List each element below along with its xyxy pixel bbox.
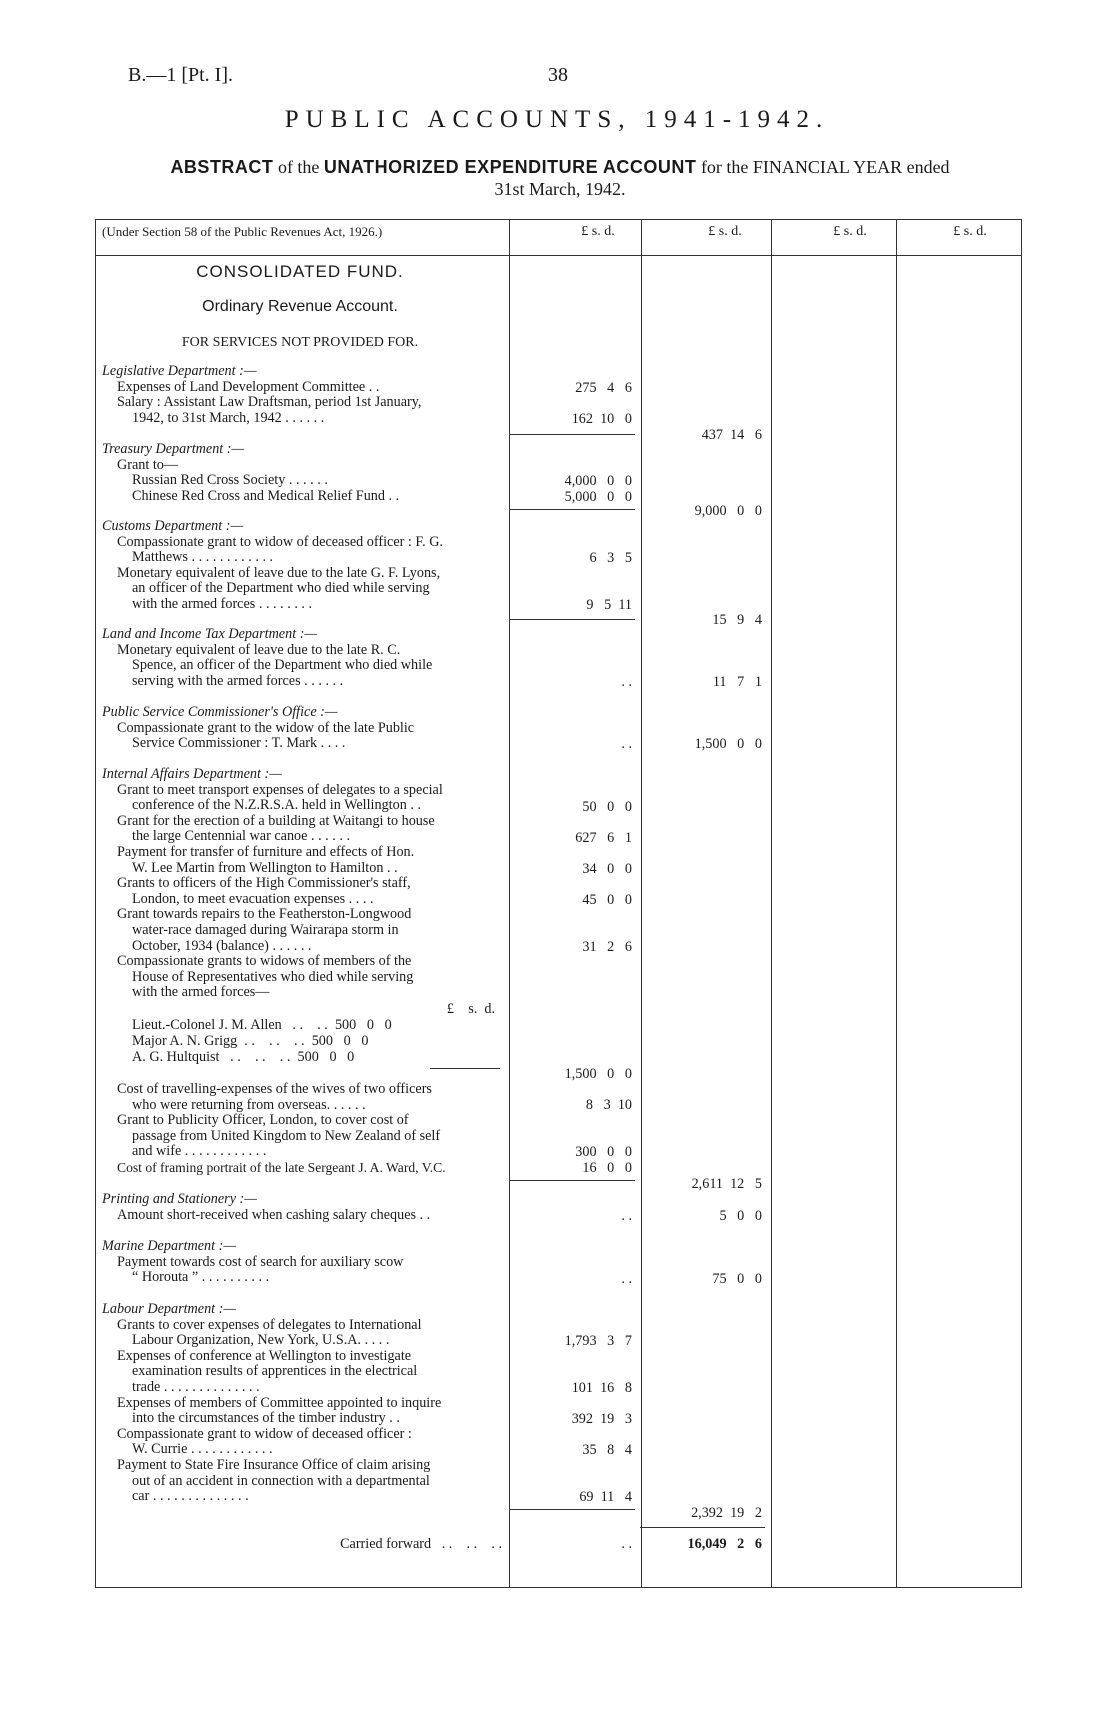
- total: 5 0 0: [719, 1208, 762, 1224]
- total: 15 9 4: [712, 612, 762, 628]
- psc-section: [102, 705, 502, 752]
- legislative-section: [102, 364, 502, 426]
- item-text: and wife . . . . . . . . . . . .: [132, 1143, 267, 1160]
- carried-forward-amount: . .: [621, 1536, 632, 1552]
- dept-name: Marine Department :—: [102, 1238, 236, 1254]
- item-text: an officer of the Department who died while serving: [132, 580, 430, 597]
- subtotal-rule: [510, 1180, 635, 1181]
- item-text: Salary : Assistant Law Draftsman, period 1st January,: [117, 394, 422, 411]
- total: 1,500 0 0: [694, 736, 762, 752]
- item-text: Grant to—: [117, 456, 179, 473]
- item-text: Compassionate grant to the widow of the late Public: [117, 719, 415, 736]
- amount: 8 3 10: [585, 1097, 632, 1113]
- item-text: Compassionate grants to widows of members of the: [117, 953, 412, 970]
- amount: 627 6 1: [575, 830, 632, 846]
- internal-affairs-section-cont: [102, 1082, 502, 1176]
- item-text: Payment for transfer of furniture and effects of Hon.: [117, 843, 415, 860]
- amount: . .: [621, 1208, 632, 1224]
- amount: 69 11 4: [579, 1489, 632, 1505]
- page-title: PUBLIC ACCOUNTS, 1941-1942.: [284, 106, 830, 133]
- item-text: Monetary equivalent of leave due to the late R. C.: [117, 641, 401, 658]
- subtotal-rule: [510, 1509, 635, 1510]
- item-text: October, 1934 (balance) . . . . . .: [132, 937, 312, 954]
- fund-heading: CONSOLIDATED FUND.: [196, 262, 404, 281]
- total-rule: [640, 1527, 765, 1528]
- customs-section: [102, 519, 502, 613]
- page-reference: B.—1 [Pt. I].: [128, 64, 233, 86]
- item-text: Compassionate grant to widow of deceased officer :: [117, 1425, 412, 1442]
- dept-name: Legislative Department :—: [102, 363, 257, 379]
- amount: 5,000 0 0: [564, 489, 632, 505]
- printing-section: [102, 1192, 502, 1223]
- account-heading: Ordinary Revenue Account.: [202, 298, 398, 315]
- widow-row: Lieut.-Colonel J. M. Allen . . . . 500 0 0: [132, 1017, 392, 1033]
- header-rule: [96, 255, 1021, 256]
- item-text: car . . . . . . . . . . . . . .: [132, 1488, 249, 1505]
- item-text: who were returning from overseas. . . . . .: [132, 1096, 366, 1113]
- item-text: with the armed forces . . . . . . . .: [132, 595, 313, 612]
- col-head-1: £ s. d.: [581, 224, 615, 239]
- section-note: (Under Section 58 of the Public Revenues Act, 1926.): [102, 224, 383, 239]
- item-text: Cost of framing portrait of the late Sergeant J. A. Ward, V.C.: [117, 1159, 446, 1175]
- amount: 162 10 0: [571, 411, 632, 427]
- item-text: Payment towards cost of search for auxiliary scow: [117, 1253, 404, 1270]
- amount: 1,793 3 7: [564, 1333, 632, 1349]
- col-head-3: £ s. d.: [833, 224, 867, 239]
- item-text: into the circumstances of the timber industry . .: [132, 1410, 400, 1427]
- amount: 6 3 5: [589, 550, 632, 566]
- amount: 45 0 0: [582, 892, 632, 908]
- dept-name: Land and Income Tax Department :—: [102, 626, 318, 642]
- amount: 35 8 4: [582, 1442, 632, 1458]
- item-text: Matthews . . . . . . . . . . . .: [132, 549, 274, 566]
- item-text: trade . . . . . . . . . . . . . .: [132, 1378, 260, 1395]
- item-text: Grant to meet transport expenses of delegates to a special: [117, 781, 443, 798]
- item-text: “ Horouta ” . . . . . . . . . .: [132, 1269, 270, 1286]
- sub-rule: [430, 1068, 500, 1069]
- item-text: W. Currie . . . . . . . . . . . .: [132, 1441, 273, 1458]
- item-text: Grant to Publicity Officer, London, to cover cost of: [117, 1112, 409, 1129]
- col-head-4: £ s. d.: [953, 224, 987, 239]
- column-divider: [641, 220, 642, 1587]
- dept-name: Internal Affairs Department :—: [102, 766, 282, 782]
- total: 437 14 6: [701, 427, 762, 443]
- col-head-2: £ s. d.: [708, 224, 742, 239]
- item-text: Compassionate grant to widow of deceased officer : F. G.: [117, 533, 444, 550]
- dept-name: Customs Department :—: [102, 518, 244, 534]
- page-number: 38: [548, 64, 568, 86]
- item-text: Amount short-received when cashing salary cheques . .: [117, 1206, 431, 1223]
- item-text: water-race damaged during Wairarapa storm in: [132, 921, 399, 938]
- amount: 101 16 8: [571, 1380, 632, 1396]
- amount: 1,500 0 0: [564, 1066, 632, 1082]
- item-text: Spence, an officer of the Department who died while: [132, 657, 433, 674]
- item-text: House of Representatives who died while serving: [132, 968, 414, 985]
- item-text: passage from United Kingdom to New Zealand of self: [132, 1127, 441, 1144]
- abstract-of: of the: [277, 157, 320, 177]
- amount: . .: [621, 736, 632, 752]
- amount: 50 0 0: [582, 799, 632, 815]
- carried-forward-total: 16,049 2 6: [687, 1536, 762, 1552]
- item-text: Chinese Red Cross and Medical Relief Fund . .: [132, 487, 400, 504]
- amount: 275 4 6: [575, 380, 632, 396]
- widow-row: Major A. N. Grigg . . . . . . 500 0 0: [132, 1033, 369, 1049]
- amount: 34 0 0: [582, 861, 632, 877]
- amount: 300 0 0: [575, 1144, 632, 1160]
- labour-section: [102, 1302, 502, 1505]
- item-text: Service Commissioner : T. Mark . . . .: [132, 735, 346, 752]
- carried-forward-label: Carried forward . . . . . .: [340, 1536, 502, 1552]
- amount: 392 19 3: [571, 1411, 632, 1427]
- item-text: Expenses of conference at Wellington to investigate: [117, 1347, 412, 1364]
- marine-section: [102, 1239, 502, 1286]
- item-text: Payment to State Fire Insurance Office of claim arising: [117, 1456, 431, 1473]
- column-divider: [771, 220, 772, 1587]
- abstract-heading: [80, 156, 1040, 200]
- item-text: Labour Organization, New York, U.S.A. . . . .: [132, 1332, 390, 1349]
- amount: . .: [621, 674, 632, 690]
- column-divider: [509, 220, 510, 1587]
- treasury-section: [102, 442, 502, 504]
- total: 75 0 0: [712, 1271, 762, 1287]
- item-text: Expenses of members of Committee appointed to inquire: [117, 1394, 442, 1411]
- dept-name: Labour Department :—: [102, 1301, 236, 1317]
- subtotal-rule: [510, 509, 635, 510]
- total: 2,392 19 2: [691, 1505, 762, 1521]
- subtotal-rule: [510, 619, 635, 620]
- abstract-date: 31st March, 1942.: [494, 179, 626, 199]
- amount: 31 2 6: [582, 939, 632, 955]
- land-tax-section: [102, 627, 502, 689]
- item-text: conference of the N.Z.R.S.A. held in Wellington . .: [132, 797, 421, 814]
- item-text: Grant for the erection of a building at Waitangi to house: [117, 812, 435, 829]
- total: 9,000 0 0: [694, 503, 762, 519]
- amount: 9 5 11: [586, 597, 632, 613]
- amount: . .: [621, 1271, 632, 1287]
- item-text: with the armed forces—: [132, 984, 270, 1001]
- amount: 4,000 0 0: [564, 473, 632, 489]
- item-text: Cost of travelling-expenses of the wives of two officers: [117, 1081, 432, 1097]
- item-text: Grant towards repairs to the Featherston-Longwood: [117, 906, 412, 923]
- item-text: examination results of apprentices in the electrical: [132, 1363, 418, 1380]
- internal-affairs-section: [102, 767, 502, 1001]
- column-divider: [896, 220, 897, 1587]
- item-text: serving with the armed forces . . . . . .: [132, 672, 344, 689]
- total: 11 7 1: [712, 674, 762, 690]
- item-text: Russian Red Cross Society . . . . . .: [132, 472, 328, 489]
- item-text: Grants to officers of the High Commissioner's staff,: [117, 875, 411, 892]
- item-text: 1942, to 31st March, 1942 . . . . . .: [132, 409, 325, 426]
- sub-column-head: £ s. d.: [446, 1001, 495, 1017]
- item-text: London, to meet evacuation expenses . . . .: [132, 890, 374, 907]
- subtotal-rule: [510, 434, 635, 435]
- item-text: Expenses of Land Development Committee . .: [117, 378, 380, 395]
- item-text: the large Centennial war canoe . . . . . .: [132, 828, 350, 845]
- amount: 16 0 0: [582, 1160, 632, 1176]
- item-text: W. Lee Martin from Wellington to Hamilton . .: [132, 859, 398, 876]
- dept-name: Printing and Stationery :—: [102, 1191, 257, 1207]
- item-text: out of an accident in connection with a departmental: [132, 1472, 430, 1489]
- services-heading: FOR SERVICES NOT PROVIDED FOR.: [181, 335, 419, 350]
- abstract-bold-1: ABSTRACT: [170, 157, 274, 177]
- dept-name: Public Service Commissioner's Office :—: [102, 704, 338, 720]
- abstract-bold-2: UNATHORIZED EXPENDITURE ACCOUNT: [323, 157, 697, 177]
- total: 2,611 12 5: [691, 1176, 762, 1192]
- widow-row: A. G. Hultquist . . . . . . 500 0 0: [132, 1049, 355, 1065]
- dept-name: Treasury Department :—: [102, 441, 245, 457]
- abstract-rest: for the FINANCIAL YEAR ended: [700, 157, 950, 177]
- item-text: Grants to cover expenses of delegates to International: [117, 1316, 422, 1333]
- item-text: Monetary equivalent of leave due to the late G. F. Lyons,: [117, 564, 441, 581]
